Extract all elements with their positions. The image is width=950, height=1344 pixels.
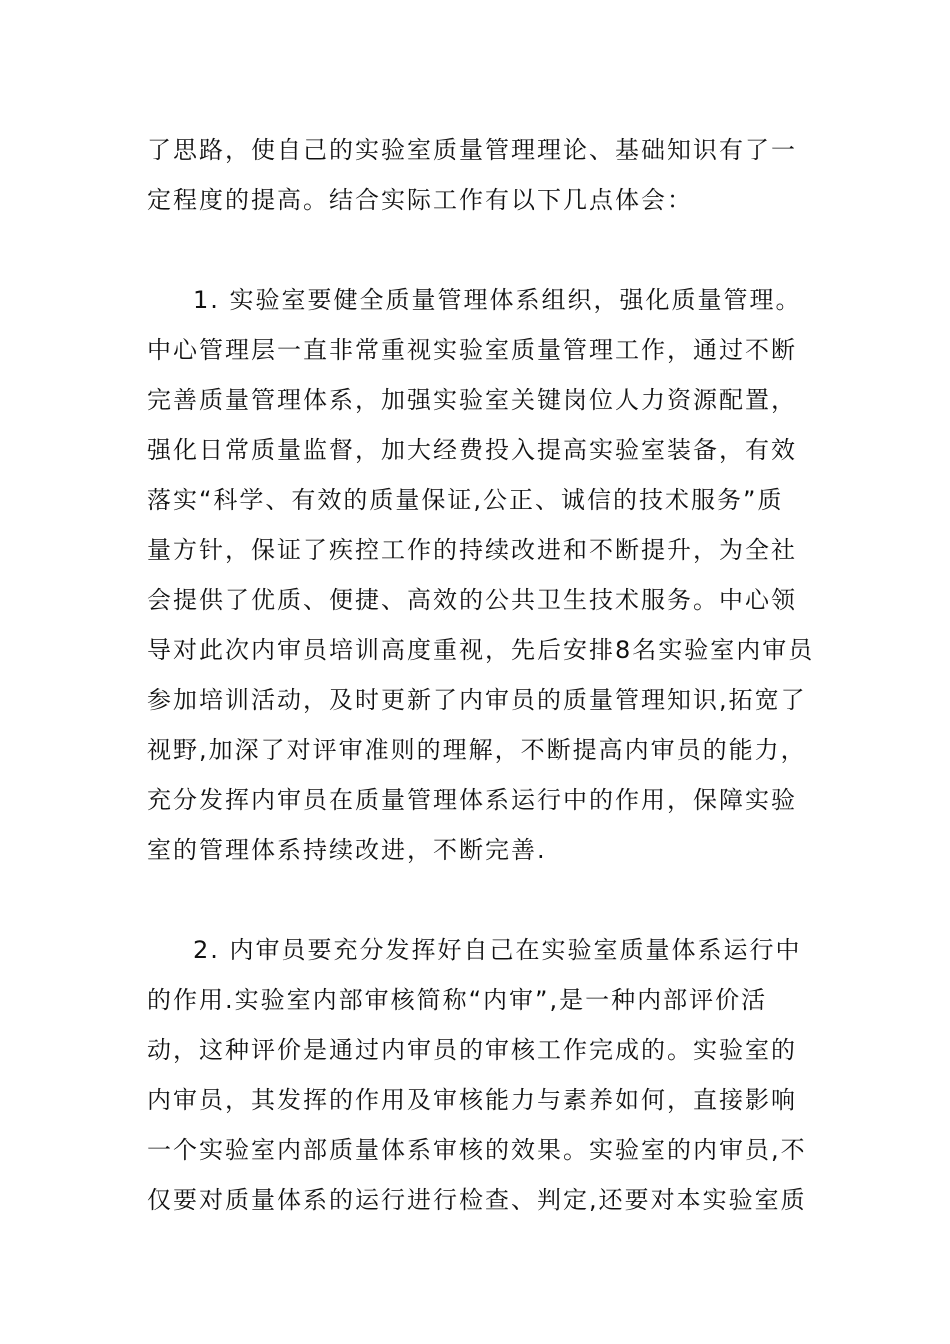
section2-line-6: 仅要对质量体系的运行进行检查、判定,还要对本实验室质	[147, 1186, 807, 1214]
section1-line-11: 充分发挥内审员在质量管理体系运行中的作用，保障实验	[147, 786, 797, 814]
section1-line-9: 参加培训活动，及时更新了内审员的质量管理知识,拓宽了	[147, 686, 807, 714]
section2-line-3: 动，这种评价是通过内审员的审核工作完成的。实验室的	[147, 1036, 797, 1064]
intro-line-2: 定程度的提高。结合实际工作有以下几点体会：	[147, 186, 693, 214]
section1-line-12: 室的管理体系持续改进，不断完善.	[147, 836, 547, 864]
section1-line-4: 强化日常质量监督，加大经费投入提高实验室装备，有效	[147, 436, 797, 464]
section1-line-10: 视野,加深了对评审准则的理解，不断提高内审员的能力，	[147, 736, 807, 764]
section2-heading-line: 2. 内审员要充分发挥好自己在实验室质量体系运行中	[193, 936, 802, 964]
section1-line-8: 导对此次内审员培训高度重视，先后安排8名实验室内审员	[147, 636, 815, 664]
section1-line-5: 落实“科学、有效的质量保证,公正、诚信的技术服务”质	[147, 486, 784, 514]
section2-line-4: 内审员，其发挥的作用及审核能力与素养如何，直接影响	[147, 1086, 797, 1114]
section1-line-3: 完善质量管理体系，加强实验室关键岗位人力资源配置，	[147, 386, 797, 414]
section1-line-2: 中心管理层一直非常重视实验室质量管理工作，通过不断	[147, 336, 797, 364]
section1-line-6: 量方针，保证了疾控工作的持续改进和不断提升，为全社	[147, 536, 797, 564]
section1-line-7: 会提供了优质、便捷、高效的公共卫生技术服务。中心领	[147, 586, 797, 614]
section2-line-2: 的作用.实验室内部审核简称“内审”,是一种内部评价活	[147, 986, 768, 1014]
section1-heading-line: 1. 实验室要健全质量管理体系组织，强化质量管理。	[193, 286, 802, 314]
section2-line-5: 一个实验室内部质量体系审核的效果。实验室的内审员,不	[147, 1136, 807, 1164]
intro-line-1: 了思路，使自己的实验室质量管理理论、基础知识有了一	[147, 136, 797, 164]
